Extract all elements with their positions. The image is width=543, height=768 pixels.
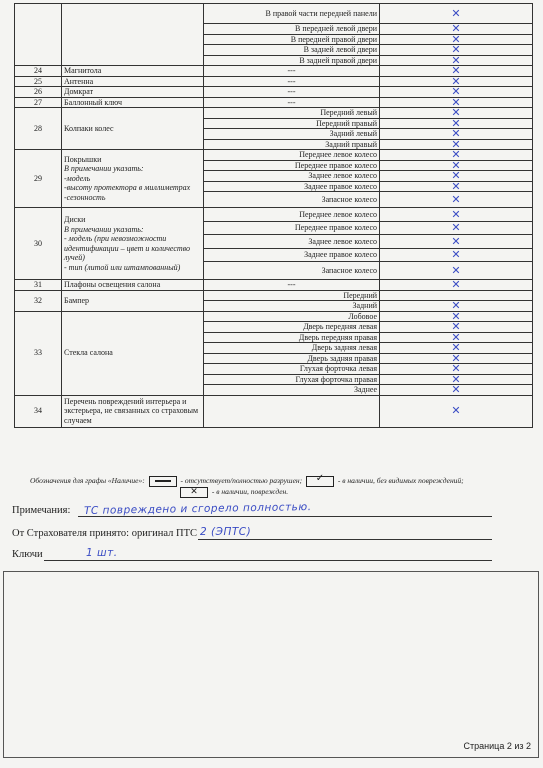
table-row <box>15 150 533 161</box>
row-number: 28 <box>15 108 62 150</box>
presence-mark: ✕ <box>380 332 533 343</box>
sub-item: Переднее левое колесо <box>204 208 380 222</box>
sub-item: Заднее правое колесо <box>204 248 380 262</box>
table-row <box>15 87 533 98</box>
presence-mark: ✕ <box>380 262 533 280</box>
sub-item: Задний левый <box>204 129 380 140</box>
presence-mark: ✕ <box>380 311 533 322</box>
sub-item: Лобовое <box>204 311 380 322</box>
row-number: 31 <box>15 280 62 291</box>
table-row <box>15 311 533 322</box>
presence-mark: ✕ <box>380 160 533 171</box>
row-number: 33 <box>15 311 62 395</box>
table-row <box>15 108 533 119</box>
item-name <box>62 290 204 311</box>
item-name <box>62 66 204 77</box>
sub-item: Заднее левое колесо <box>204 235 380 249</box>
presence-mark: ✕ <box>380 235 533 249</box>
presence-mark: ✕ <box>380 87 533 98</box>
row-number: 29 <box>15 150 62 208</box>
sub-item: Передний левый <box>204 108 380 119</box>
item-note: - тип (литой или штампованный) <box>64 262 181 272</box>
presence-mark: ✕ <box>380 301 533 312</box>
presence-mark: ✕ <box>380 343 533 354</box>
sub-item: В задней левой двери <box>204 45 380 56</box>
legend-prefix: Обозначения для графы «Наличие»: <box>30 476 145 486</box>
table-row <box>15 280 533 291</box>
presence-mark: ✕ <box>380 395 533 427</box>
row-number: 30 <box>15 208 62 280</box>
presence-mark: ✕ <box>380 248 533 262</box>
item-name-text: Стекла салона <box>64 348 113 358</box>
sub-item: В передней левой двери <box>204 24 380 35</box>
sub-item: Запасное колесо <box>204 262 380 280</box>
item-name <box>62 208 204 280</box>
row-number: 26 <box>15 87 62 98</box>
table-row <box>15 290 533 301</box>
sub-item: Переднее правое колесо <box>204 221 380 235</box>
row-number: 25 <box>15 76 62 87</box>
item-name <box>62 87 204 98</box>
presence-mark: ✕ <box>380 181 533 192</box>
absent-symbol <box>149 476 177 487</box>
presence-mark: ✕ <box>380 374 533 385</box>
legend-present: - в наличии, без видимых повреждений; <box>337 476 464 486</box>
item-note: В примечании указать: <box>64 164 144 174</box>
legend <box>30 476 520 498</box>
sub-item: --- <box>204 97 380 108</box>
item-note: В примечании указать: <box>64 224 144 234</box>
legend-damaged: - в наличии, поврежден. <box>211 487 289 497</box>
sub-item: Глухая форточка левая <box>204 364 380 375</box>
table-row <box>15 66 533 77</box>
row-number <box>15 4 62 66</box>
presence-mark: ✕ <box>380 24 533 35</box>
presence-mark: ✕ <box>380 322 533 333</box>
presence-mark: ✕ <box>380 221 533 235</box>
item-name-text: Покрышки <box>64 154 102 164</box>
sub-item: Задний правый <box>204 139 380 150</box>
notes-value: ТС повреждено и сгорело полностью. <box>83 501 312 517</box>
empty-frame <box>3 571 539 758</box>
sub-item: Заднее левое колесо <box>204 171 380 182</box>
row-number: 24 <box>15 66 62 77</box>
notes-label: Примечания: <box>12 505 71 516</box>
presence-mark: ✕ <box>380 385 533 396</box>
legend-absent: - отсутствует/полностью разрушен; <box>180 476 303 486</box>
sub-item: Запасное колесо <box>204 192 380 208</box>
sub-item: --- <box>204 87 380 98</box>
sub-item: Заднее правое колесо <box>204 181 380 192</box>
sub-item: Дверь передняя левая <box>204 322 380 333</box>
sub-item: --- <box>204 280 380 291</box>
presence-mark: ✕ <box>380 150 533 161</box>
item-note: -сезонность <box>64 192 106 202</box>
item-name <box>62 108 204 150</box>
presence-mark: ✕ <box>380 108 533 119</box>
presence-mark: ✕ <box>380 139 533 150</box>
presence-mark: ✕ <box>380 55 533 66</box>
item-name <box>62 97 204 108</box>
sub-item: --- <box>204 76 380 87</box>
sub-item: Задний <box>204 301 380 312</box>
presence-mark: ✕ <box>380 66 533 77</box>
presence-mark: ✕ <box>380 208 533 222</box>
sub-item: Передний правый <box>204 118 380 129</box>
presence-mark: ✕ <box>380 280 533 291</box>
item-name-text: Бампер <box>64 295 90 305</box>
item-name-text: Диски <box>64 215 86 224</box>
sub-item: Передний <box>204 290 380 301</box>
sub-item: Заднее <box>204 385 380 396</box>
item-name <box>62 150 204 208</box>
item-name-text: Магнитола <box>64 66 102 75</box>
row-number: 32 <box>15 290 62 311</box>
received-value: 2 (ЭПТС) <box>200 526 252 538</box>
sub-item: В задней правой двери <box>204 55 380 66</box>
item-name <box>62 76 204 87</box>
presence-mark: ✕ <box>380 192 533 208</box>
presence-mark: ✕ <box>380 76 533 87</box>
item-name-text: Перечень повреждений интерьера и экстерьера, не связанных со страховым случаем <box>64 396 199 425</box>
table-row <box>15 97 533 108</box>
keys-value: 1 шт. <box>86 547 118 559</box>
damaged-symbol <box>180 487 208 498</box>
item-name-text: Плафоны освещения салона <box>64 280 161 289</box>
row-number: 27 <box>15 97 62 108</box>
presence-mark: ✕ <box>380 118 533 129</box>
presence-mark: ✕ <box>380 97 533 108</box>
table-row <box>15 395 533 427</box>
table-row <box>15 208 533 222</box>
presence-mark: ✕ <box>380 4 533 24</box>
sub-item: В передней правой двери <box>204 34 380 45</box>
sub-item: Глухая форточка правая <box>204 374 380 385</box>
presence-mark: ✕ <box>380 45 533 56</box>
presence-mark: ✕ <box>380 34 533 45</box>
item-name-text: Антенна <box>64 76 94 86</box>
sub-item: В правой части передней панели <box>204 4 380 24</box>
sub-item: Дверь задняя левая <box>204 343 380 354</box>
sub-item <box>204 395 380 427</box>
keys-label: Ключи <box>12 549 43 560</box>
present-symbol <box>306 476 334 487</box>
sub-item: --- <box>204 66 380 77</box>
presence-mark: ✕ <box>380 364 533 375</box>
presence-mark <box>380 290 533 301</box>
sub-item: Дверь задняя правая <box>204 353 380 364</box>
sub-item: Дверь передняя правая <box>204 332 380 343</box>
sub-item: Переднее правое колесо <box>204 160 380 171</box>
item-name <box>62 4 204 66</box>
sub-item: Переднее левое колесо <box>204 150 380 161</box>
received-label: От Страхователя принято: оригинал ПТС <box>12 528 198 539</box>
item-name <box>62 395 204 427</box>
table-row <box>15 76 533 87</box>
item-note: - модель (при невозможности идентификации – цвет и количество лучей) <box>64 234 191 262</box>
table-row <box>15 4 533 24</box>
presence-mark: ✕ <box>380 353 533 364</box>
item-name-text: Домкрат <box>64 87 94 96</box>
item-name-text: Баллонный ключ <box>64 97 122 107</box>
item-note: -высоту протектора в миллиметрах <box>64 183 191 193</box>
presence-mark: ✕ <box>380 129 533 140</box>
item-name-text: Колпаки колес <box>64 123 114 133</box>
presence-mark: ✕ <box>380 171 533 182</box>
item-name <box>62 311 204 395</box>
keys-line <box>12 549 482 560</box>
item-note: -модель <box>64 173 91 183</box>
inventory-table <box>14 3 533 428</box>
row-number: 34 <box>15 395 62 427</box>
item-name <box>62 280 204 291</box>
page-number: Страница 2 из 2 <box>463 741 531 751</box>
